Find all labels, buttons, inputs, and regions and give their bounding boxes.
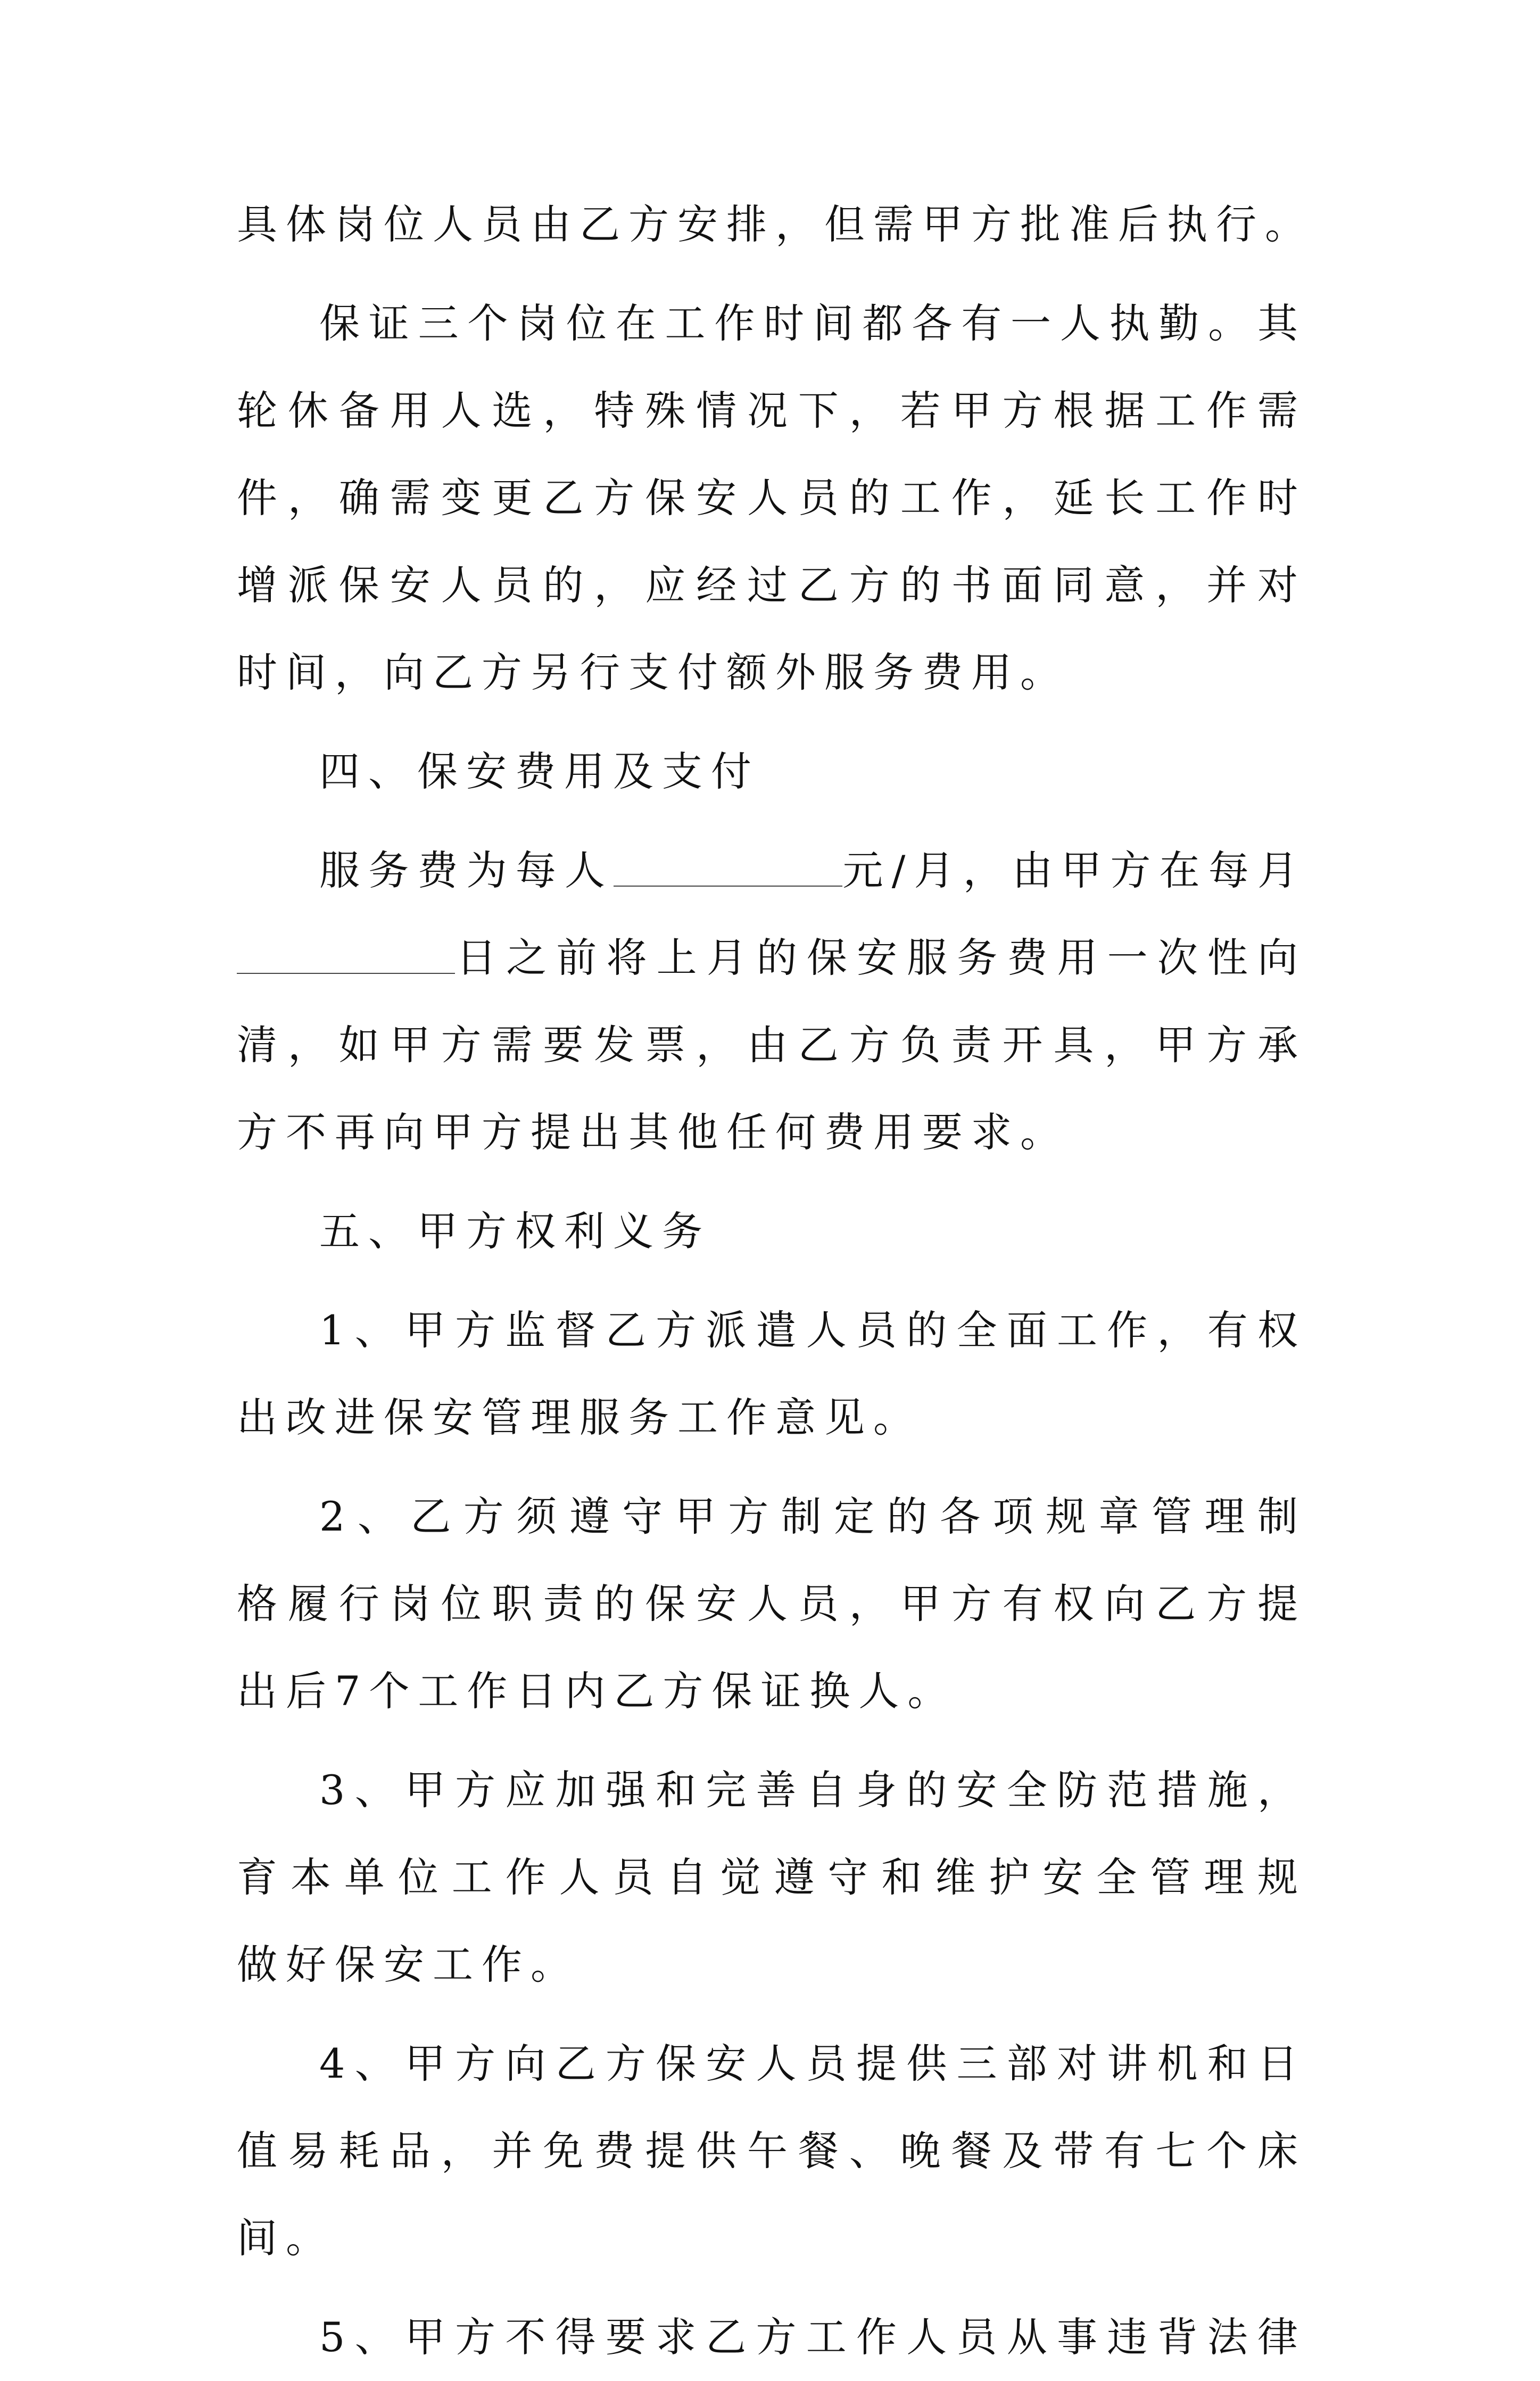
paragraph-line: 轮休备用人选，特殊情况下，若甲方根据工作需	[237, 387, 1306, 434]
contract-body	[237, 181, 1314, 2381]
paragraph-line: 3、甲方应加强和完善自身的安全防范措施，	[319, 1766, 1306, 1814]
paragraph-line: 5、甲方不得要求乙方工作人员从事违背法律	[319, 2313, 1306, 2361]
payment-day-line	[237, 914, 1306, 1002]
paragraph-line: 具体岗位人员由乙方安排，但需甲方批准后执行。	[237, 201, 1314, 248]
fee-prefix: 服务费为每人	[319, 847, 614, 894]
paragraph-line: 出改进保安管理服务工作意见。	[237, 1394, 922, 1441]
paragraph-line: 育本单位工作人员自觉遵守和维护安全管理规	[237, 1854, 1306, 1901]
paragraph-line: 做好保安工作。	[237, 1941, 579, 1988]
paragraph-line: 值易耗品，并免费提供午餐、晚餐及带有七个床	[237, 2127, 1306, 2175]
fee-line	[237, 827, 1306, 914]
paragraph-line: 清，如甲方需要发票，由乙方负责开具，甲方承	[237, 1021, 1306, 1069]
payment-day-blank	[237, 936, 455, 974]
fee-amount-blank	[614, 848, 842, 887]
paragraph-line: 方不再向甲方提出其他任何费用要求。	[237, 1109, 1069, 1156]
payment-day-suffix: 日之前将上月的保安服务费用一次性向	[455, 934, 1306, 981]
paragraph-line: 保证三个岗位在工作时间都各有一人执勤。其	[319, 300, 1306, 347]
paragraph-line: 出后7个工作日内乙方保证换人。	[237, 1667, 957, 1715]
paragraph-line: 2、乙方须遵守甲方制定的各项规章管理制	[319, 1493, 1306, 1540]
section-heading: 五、甲方权利义务	[319, 1208, 711, 1255]
paragraph-line: 1、甲方监督乙方派遣人员的全面工作，有权	[319, 1307, 1306, 1354]
paragraph-line: 间。	[237, 2214, 335, 2262]
paragraph-line: 件，确需变更乙方保安人员的工作，延长工作时	[237, 474, 1306, 522]
paragraph-line: 增派保安人员的，应经过乙方的书面同意，并对	[237, 561, 1306, 609]
section-heading: 四、保安费用及支付	[319, 748, 760, 795]
paragraph-line: 格履行岗位职责的保安人员，甲方有权向乙方提	[237, 1580, 1306, 1627]
paragraph-line: 4、甲方向乙方保安人员提供三部对讲机和日	[319, 2040, 1306, 2087]
paragraph-line: 时间，向乙方另行支付额外服务费用。	[237, 649, 1069, 696]
fee-suffix: 元/月，由甲方在每月	[842, 847, 1306, 894]
